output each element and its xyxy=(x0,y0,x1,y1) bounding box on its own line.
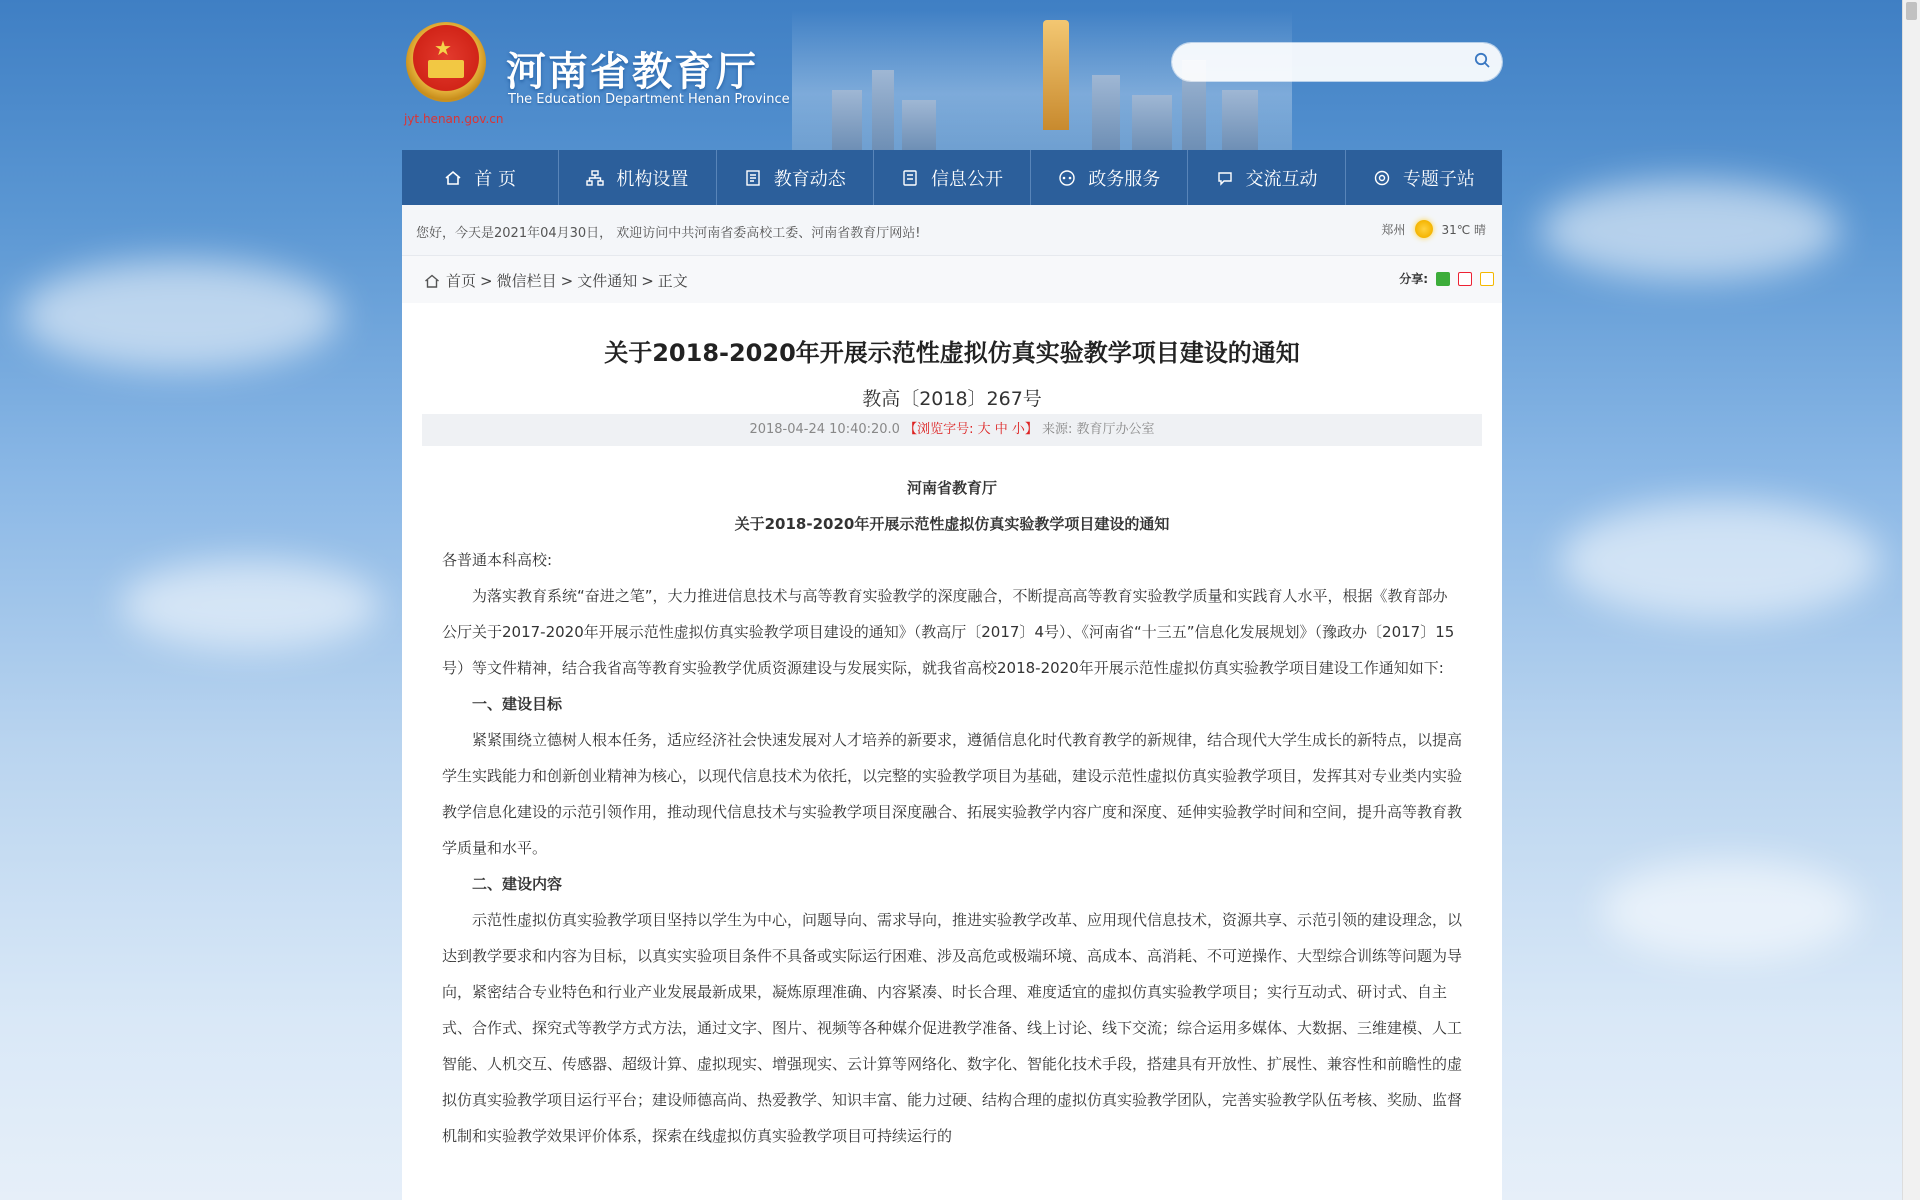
weather-city: 郑州 xyxy=(1381,222,1406,237)
weibo-icon[interactable] xyxy=(1458,272,1472,286)
breadcrumb-separator: > xyxy=(480,271,493,290)
breadcrumb-current: 正文 xyxy=(657,272,688,290)
publish-date: 2018-04-24 10:40:20.0 xyxy=(749,422,900,437)
nav-item-label: 机构设置 xyxy=(616,168,689,190)
search-icon[interactable] xyxy=(1474,52,1490,68)
breadcrumb xyxy=(402,256,1502,303)
article-meta xyxy=(422,414,1482,446)
qq-icon[interactable] xyxy=(1480,272,1494,286)
nav-item-home[interactable] xyxy=(402,150,559,205)
nav-item-topic-sites[interactable] xyxy=(1346,150,1502,205)
page-scrollbar[interactable] xyxy=(1902,0,1920,1200)
weather-text: 31℃ 晴 xyxy=(1441,222,1486,237)
background-cloud xyxy=(120,560,380,650)
share-label: 分享: xyxy=(1399,272,1428,286)
nav-item-info-disclosure[interactable] xyxy=(874,150,1031,205)
site-title[interactable]: 河南省教育厅 xyxy=(506,49,758,95)
article-salutation: 各普通本科高校: xyxy=(442,551,553,569)
landmark-tower xyxy=(1043,20,1069,130)
article-body xyxy=(442,470,1462,1154)
nav-item-organization[interactable] xyxy=(559,150,716,205)
scrollbar-thumb[interactable] xyxy=(1906,2,1917,20)
background-cloud xyxy=(1560,500,1880,620)
nav-item-gov-service[interactable] xyxy=(1031,150,1188,205)
background-cloud xyxy=(20,260,340,370)
welcome-message: 您好，今天是2021年04月30日， 欢迎访问中共河南省委高校工委、河南省教育厅网站! xyxy=(416,226,921,241)
breadcrumb-wechat-column[interactable]: 微信栏目 xyxy=(496,272,557,290)
document-number: 教高〔2018〕267号 xyxy=(862,388,1042,410)
breadcrumb-home[interactable]: 首页 xyxy=(446,272,477,290)
site-subtitle: The Education Department Henan Province xyxy=(508,92,790,107)
article-section-heading: 一、建设目标 xyxy=(472,695,563,713)
main-nav xyxy=(402,150,1502,205)
article-source: 来源: 教育厅办公室 xyxy=(1042,422,1155,437)
nav-item-label: 专题子站 xyxy=(1402,168,1475,190)
nav-item-label: 首 页 xyxy=(474,168,516,190)
news-icon xyxy=(744,169,762,187)
nav-item-label: 教育动态 xyxy=(773,168,846,190)
article-section-heading: 二、建设内容 xyxy=(472,875,563,893)
search-box xyxy=(1172,43,1502,81)
article-org: 河南省教育厅 xyxy=(906,479,997,497)
site-header xyxy=(402,0,1502,150)
topic-icon xyxy=(1373,169,1391,187)
background-cloud xyxy=(1600,860,1860,960)
info-icon xyxy=(901,169,919,187)
welcome-bar xyxy=(402,205,1502,256)
nav-item-news[interactable] xyxy=(717,150,874,205)
service-icon xyxy=(1058,169,1076,187)
font-size-control[interactable]: 【浏览字号: 大 中 小】 xyxy=(904,422,1038,437)
article-paragraph: 示范性虚拟仿真实验教学项目坚持以学生为中心，问题导向、需求导向，推进实验教学改革、应用现代信息技术，资源共享、示范引领的建设理念，以达到教学要求和内容为目标，以真实实验项目条件不具备或实际运行困难、涉及高危或极端环境、高成本、高消耗、不可逆操作、大型综合训练等问题为导向，紧密结合专业特色和行业产业发展最新成果，凝炼原理准确、内容紧凑、时长合理、难度适宜的虚拟仿真实验教学项目；实行互动式、研讨式、自主式、合作式、探究式等教学方式方法，通过文字、图片、视频等各种媒介促进教学准备、线上讨论、线下交流；综合运用多媒体、大数据、三维建模、人工智能、人机交互、传感器、超级计算、虚拟现实、增强现实、云计算等网络化、数字化、智能化技术手段，搭建具有开放性、扩展性、兼容性和前瞻性的虚拟仿真实验教学项目运行平台；建设师德高尚、热爱教学、知识丰富、能力过硬、结构合理的虚拟仿真实验教学团队，完善实验教学队伍考核、奖励、监督机制和实验教学效果评价体系，探索在线虚拟仿真实验教学项目可持续运行的 xyxy=(442,911,1463,1145)
main-content xyxy=(402,256,1502,1200)
nav-item-label: 政务服务 xyxy=(1088,168,1161,190)
article-title: 关于2018-2020年开展示范性虚拟仿真实验教学项目建设的通知 xyxy=(604,339,1300,367)
nav-item-label: 交流互动 xyxy=(1245,168,1318,190)
sun-icon xyxy=(1415,220,1433,238)
share-bar xyxy=(1399,270,1494,287)
home-icon xyxy=(444,169,462,187)
article-paragraph: 为落实教育系统“奋进之笔”，大力推进信息技术与高等教育实验教学的深度融合，不断提高高等教育实验教学质量和实践育人水平，根据《教育部办公厅关于2017-2020年开展示范性虚拟仿真实验教学项目建设的通知》（教高厅〔2017〕4号）、《河南省“十三五”信息化发展规划》（豫政办〔2017〕15号）等文件精神，结合我省高等教育实验教学优质资源建设与发展实际，就我省高校2018-2020年开展示范性虚拟仿真实验教学项目建设工作通知如下: xyxy=(442,587,1455,677)
breadcrumb-separator: > xyxy=(641,271,654,290)
nav-item-label: 信息公开 xyxy=(930,168,1003,190)
org-icon xyxy=(586,169,604,187)
wechat-icon[interactable] xyxy=(1436,272,1450,286)
breadcrumb-notices[interactable]: 文件通知 xyxy=(577,272,638,290)
weather-widget xyxy=(1381,220,1486,238)
background-cloud xyxy=(1540,180,1840,280)
article-subtitle: 关于2018-2020年开展示范性虚拟仿真实验教学项目建设的通知 xyxy=(734,515,1170,533)
breadcrumb-separator: > xyxy=(560,271,574,290)
national-emblem-logo[interactable]: ★ xyxy=(406,22,486,102)
article-paragraph: 紧紧围绕立德树人根本任务，适应经济社会快速发展对人才培养的新要求，遵循信息化时代教育教学的新规律，结合现代大学生成长的新特点，以提高学生实践能力和创新创业精神为核心，以现代信息技术为依托，以完整的实验教学项目为基础，建设示范性虚拟仿真实验教学项目，发挥其对专业类内实验教学信息化建设的示范引领作用，推动现代信息技术与实验教学项目深度融合、拓展实验教学内容广度和深度、延伸实验教学时间和空间，提升高等教育教学质量和水平。 xyxy=(442,731,1463,857)
search-input[interactable] xyxy=(1188,43,1462,81)
home-icon xyxy=(424,273,440,289)
site-url: jyt.henan.gov.cn xyxy=(404,112,504,126)
page-container xyxy=(402,0,1502,1145)
nav-item-interaction[interactable] xyxy=(1188,150,1345,205)
chat-icon xyxy=(1216,169,1234,187)
